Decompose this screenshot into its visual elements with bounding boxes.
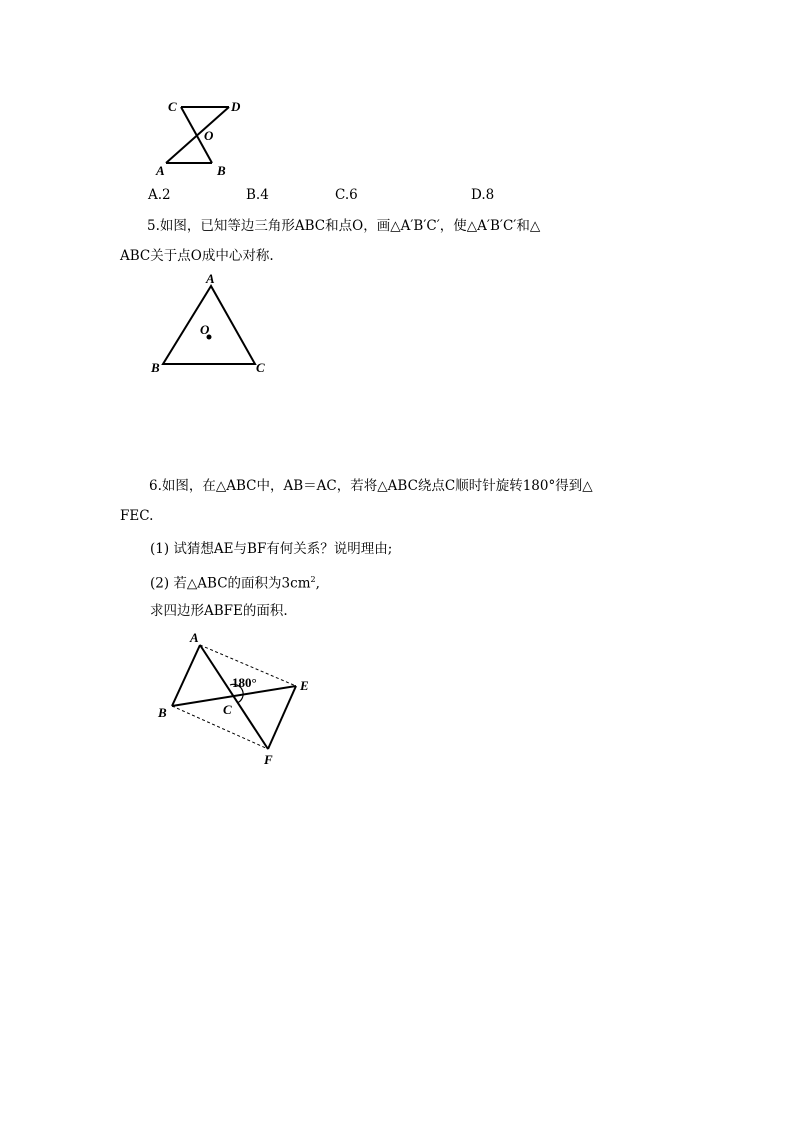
label-a: A <box>156 163 165 178</box>
segment-ef <box>268 686 296 749</box>
option-c: C.6 <box>335 187 358 203</box>
label-o: O <box>204 128 214 143</box>
label-a: A <box>190 630 199 645</box>
segment-da <box>166 107 229 163</box>
option-d: D.8 <box>471 187 495 203</box>
label-f: F <box>264 752 273 767</box>
q6-sub2-superscript: 2 <box>310 575 316 584</box>
label-b: B <box>217 163 226 178</box>
figure-q4-diagram <box>150 95 260 185</box>
q6-line-2: FEC. <box>120 508 154 524</box>
q6-subquestion-2 <box>150 570 320 594</box>
label-e: E <box>300 678 309 693</box>
option-a: A.2 <box>148 187 171 203</box>
label-angle: 180° <box>232 675 257 690</box>
q6-sub2-suffix: , <box>315 575 320 592</box>
label-c: C <box>168 99 177 114</box>
label-c: C <box>256 360 265 375</box>
q5-line-1: 5.如图，已知等边三角形ABC和点O，画△A′B′C′，使△A′B′C′和△ <box>147 218 541 234</box>
q6-line-last: 求四边形ABFE的面积. <box>150 603 288 619</box>
label-c: C <box>223 702 232 717</box>
q6-sub2-text: (2) 若△ABC的面积为3cm <box>150 575 311 592</box>
label-b: B <box>158 705 167 720</box>
figure-q6-diagram <box>150 628 325 770</box>
q6-line-1: 6.如图，在△ABC中，AB＝AC，若将△ABC绕点C顺时针旋转180°得到△ <box>149 478 593 494</box>
label-d: D <box>231 99 241 114</box>
q6-subquestion-1: (1) 试猜想AE与BF有何关系？说明理由; <box>150 541 393 557</box>
label-b: B <box>151 360 160 375</box>
segment-ab <box>172 645 200 706</box>
label-o: O <box>200 322 210 337</box>
q5-line-2: ABC关于点O成中心对称. <box>120 248 274 264</box>
figure-q5-diagram <box>148 272 278 382</box>
option-b: B.4 <box>246 187 269 203</box>
label-a: A <box>206 271 215 286</box>
